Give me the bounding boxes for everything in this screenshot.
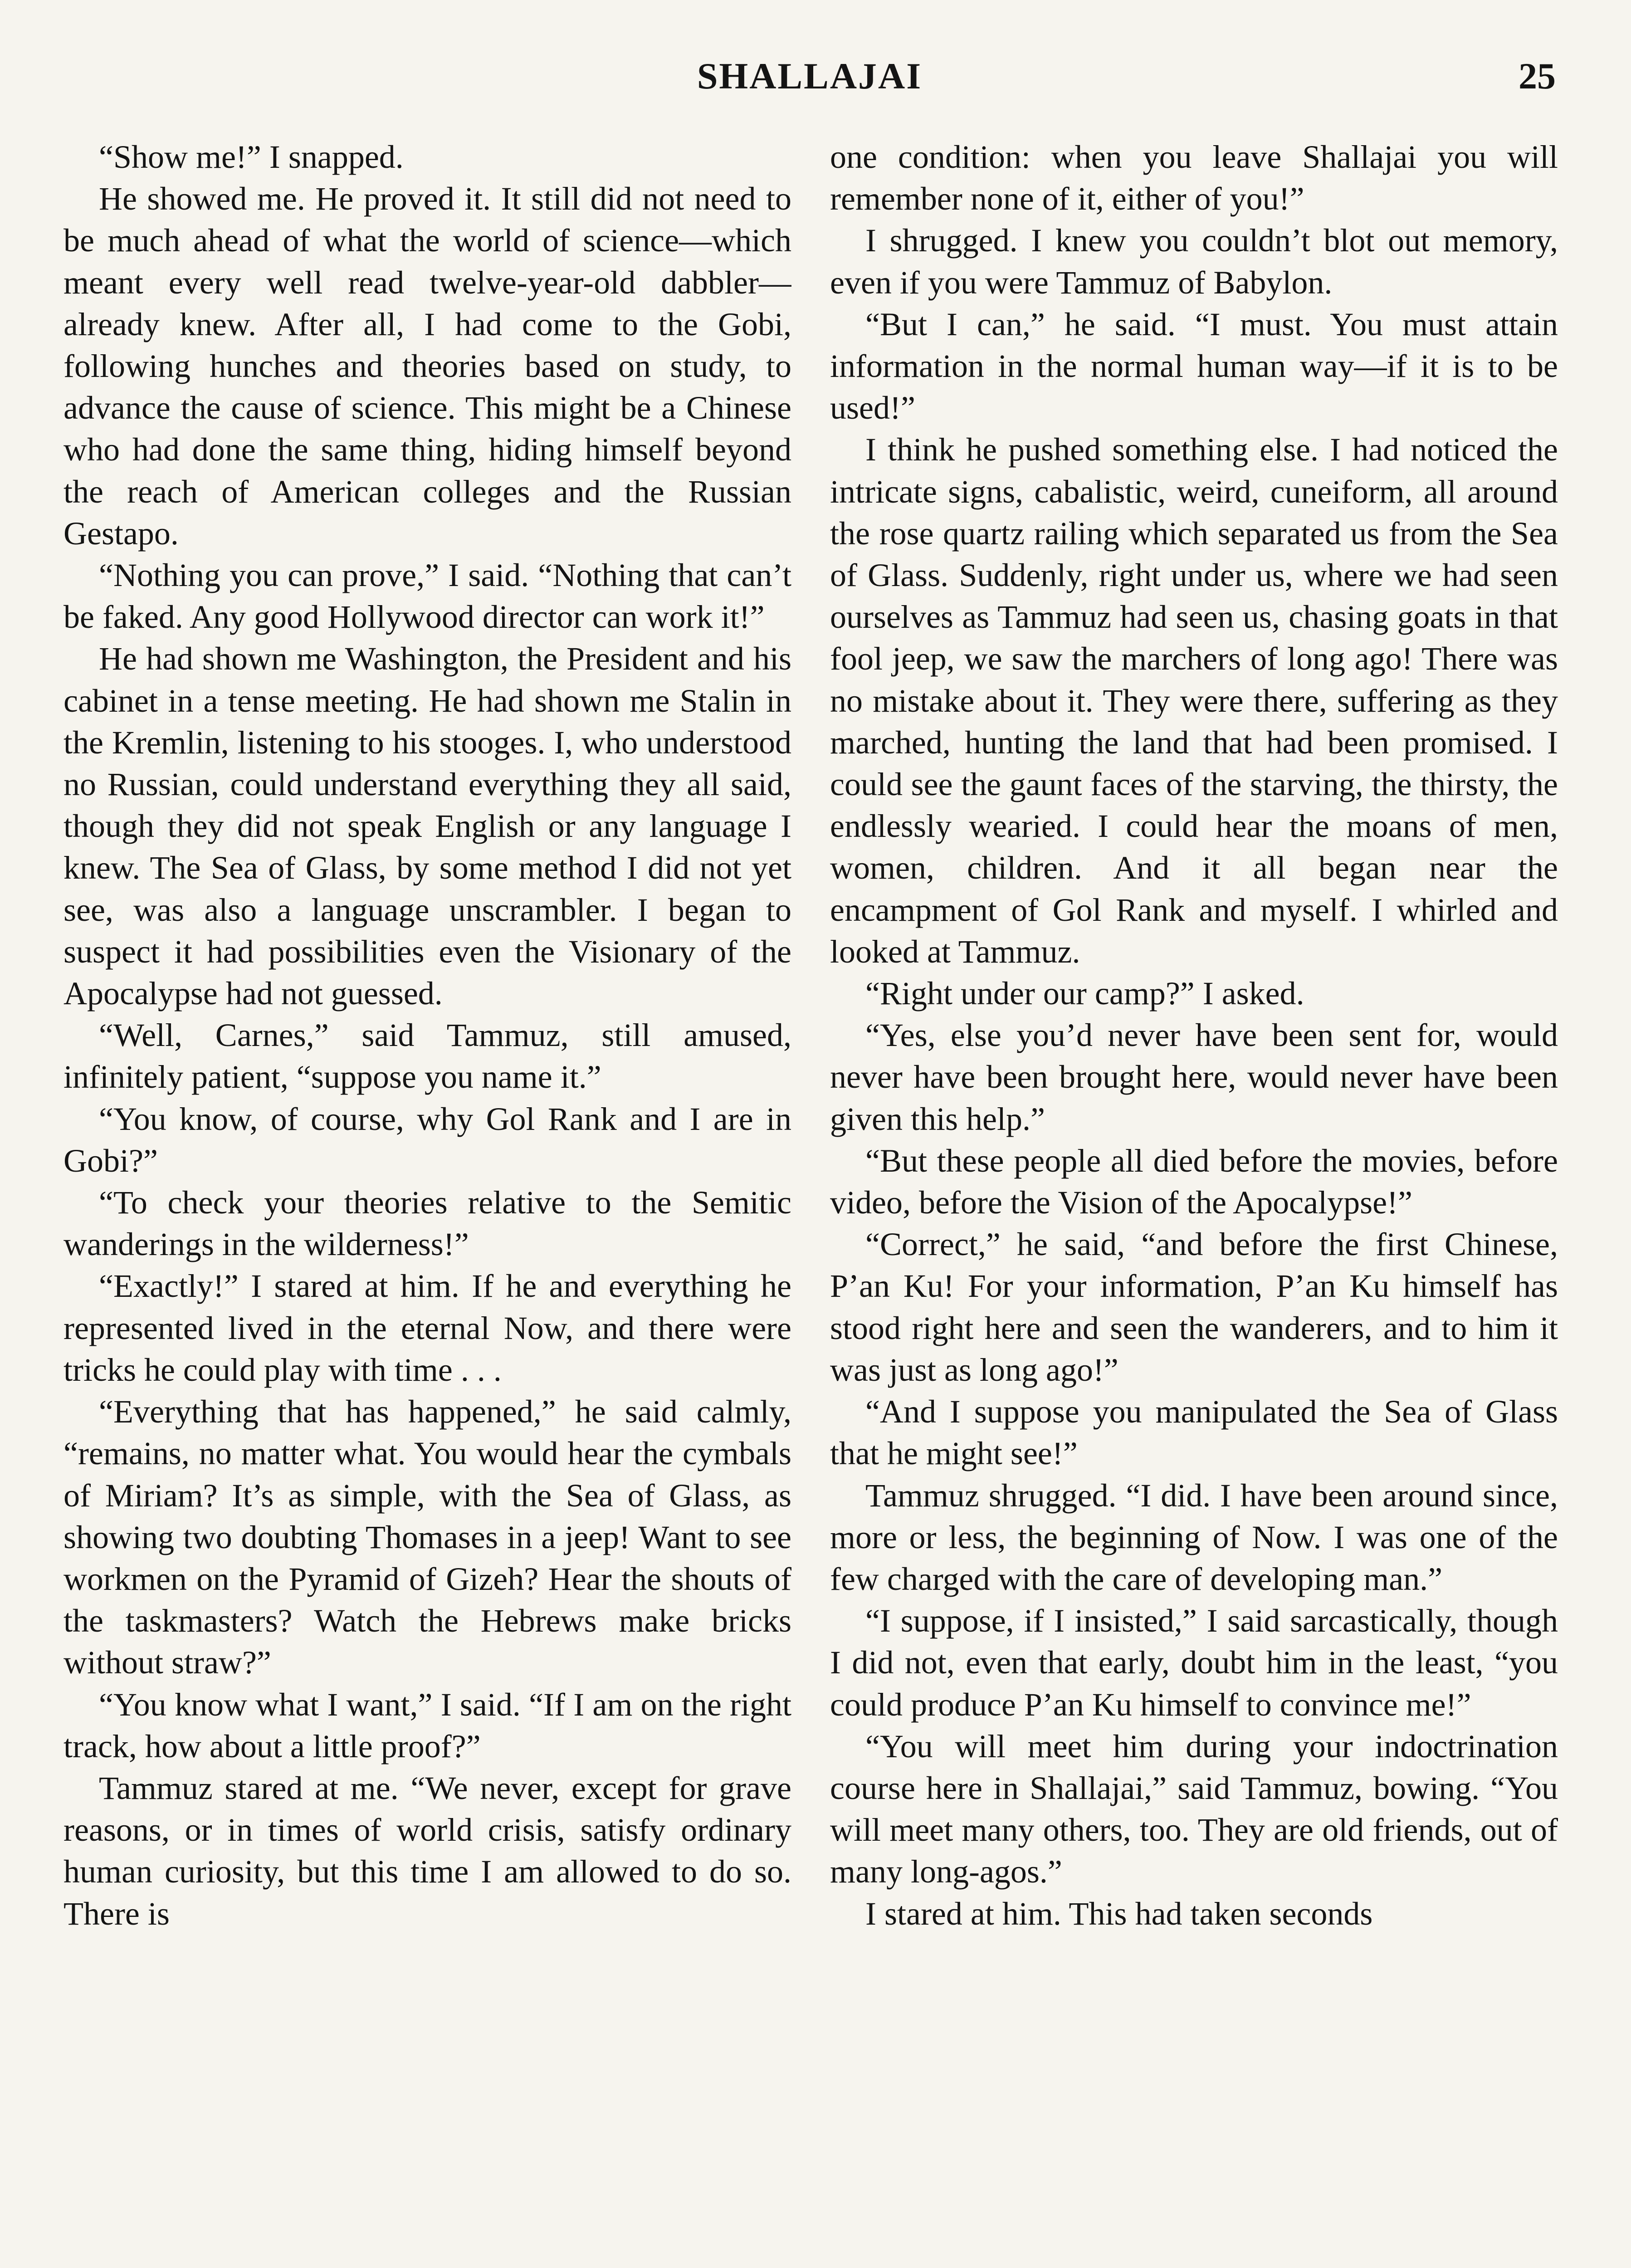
text-column-right (830, 136, 1558, 2268)
paragraph: “Everything that has happened,” he said calmly, “remains, no matter what. You would hear the cymbals of Miriam? It’s as simple, with the Sea of Glass, as showing two doubting Thomases in a jeep! Want to see workmen on the Pyramid of Gizeh? Hear the shouts of the taskmasters? Watch the Hebrews make bricks without straw?” (63, 1393, 791, 1681)
paragraph: “Well, Carnes,” said Tammuz, still amused, infinitely patient, “suppose you name it.” (63, 1017, 791, 1095)
paragraph: “You know, of course, why Gol Rank and I are in Gobi?” (63, 1100, 791, 1179)
paragraph: “I suppose, if I insisted,” I said sarcastically, though I did not, even that early, doubt him in the least, “you could produce P’an Ku himself to convince me!” (830, 1603, 1558, 1723)
text-column-left (63, 136, 791, 2268)
paragraph: I shrugged. I knew you couldn’t blot out memory, even if you were Tammuz of Babylon. (830, 222, 1558, 301)
paragraph: “Nothing you can prove,” I said. “Nothing that can’t be faked. Any good Hollywood director can work it!” (63, 557, 791, 635)
paragraph: “Exactly!” I stared at him. If he and everything he represented lived in the eternal Now, and there were tricks he could play with time . . . (63, 1268, 791, 1388)
paragraph: “You know what I want,” I said. “If I am on the right track, how about a little proof?” (63, 1686, 791, 1765)
paragraph: “Right under our camp?” I asked. (865, 975, 1304, 1012)
paragraph: “You will meet him during your indoctrination course here in Shallajai,” said Tammuz, bowing. “You will meet many others, too. They are old friends, out of many long-agos.” (830, 1728, 1558, 1890)
paragraph: Tammuz shrugged. “I did. I have been around since, more or less, the beginning of Now. I was one of the few charged with the care of developing man.” (830, 1477, 1558, 1597)
paragraph: He showed me. He proved it. It still did not need to be much ahead of what the world of science—which meant every well read twelve-year-old dabbler—already knew. After all, I had come to the Gobi, following hunches and theories based on study, to advance the cause of science. This might be a Chinese who had done the same thing, hiding himself beyond the reach of American colleges and the Russian Gestapo. (63, 181, 791, 552)
paragraph: He had shown me Washington, the President and his cabinet in a tense meeting. He had shown me Stalin in the Kremlin, listening to his stooges. I, who understood no Russian, could understand everything they all said, though they did not speak English or any language I knew. The Sea of Glass, by some method I did not yet see, was also a language unscrambler. I began to suspect it had possibilities even the Visionary of the Apocalypse had not guessed. (63, 640, 791, 1012)
paragraph: “Show me!” I snapped. (99, 139, 404, 175)
paragraph: I think he pushed something else. I had noticed the intricate signs, cabalistic, weird, cuneiform, all around the rose quartz railing which separated us from the Sea of Glass. Suddenly, right under us, where we had seen ourselves as Tammuz had seen us, chasing goats in that fool jeep, we saw the marchers of long ago! There was no mistake about it. They were there, suffering as they marched, hunting the land that had been promised. I could see the gaunt faces of the starving, the thirsty, the endlessly wearied. I could hear the moans of men, women, children. And it all began near the encampment of Gol Rank and myself. I whirled and looked at Tammuz. (830, 431, 1558, 970)
paragraph: “And I suppose you manipulated the Sea of Glass that he might see!” (830, 1393, 1558, 1472)
page-title: SHALLAJAI (697, 55, 923, 97)
page-number: 25 (1519, 55, 1556, 97)
paragraph: “Yes, else you’d never have been sent for, would never have been brought here, would never have been given this help.” (830, 1017, 1558, 1137)
paragraph: Tammuz stared at me. “We never, except for grave reasons, or in times of world crisis, satisfy ordinary human curiosity, but this time I am allowed to do so. There is (63, 1769, 791, 1932)
paragraph: “Correct,” he said, “and before the first Chinese, P’an Ku! For your information, P’an Ku himself has stood right here and seen the wanderers, and to him it was just as long ago!” (830, 1226, 1558, 1388)
paragraph: I stared at him. This had taken seconds (865, 1895, 1373, 1932)
paragraph-continued: one condition: when you leave Shallajai you will remember none of it, either of you!” (830, 139, 1558, 217)
paragraph: “But these people all died before the movies, before video, before the Vision of the Apocalypse!” (830, 1142, 1558, 1221)
paragraph: “To check your theories relative to the Semitic wanderings in the wilderness!” (63, 1184, 791, 1263)
running-head (63, 54, 1556, 108)
paragraph: “But I can,” he said. “I must. You must attain information in the normal human way—if it is to be used!” (830, 306, 1558, 426)
